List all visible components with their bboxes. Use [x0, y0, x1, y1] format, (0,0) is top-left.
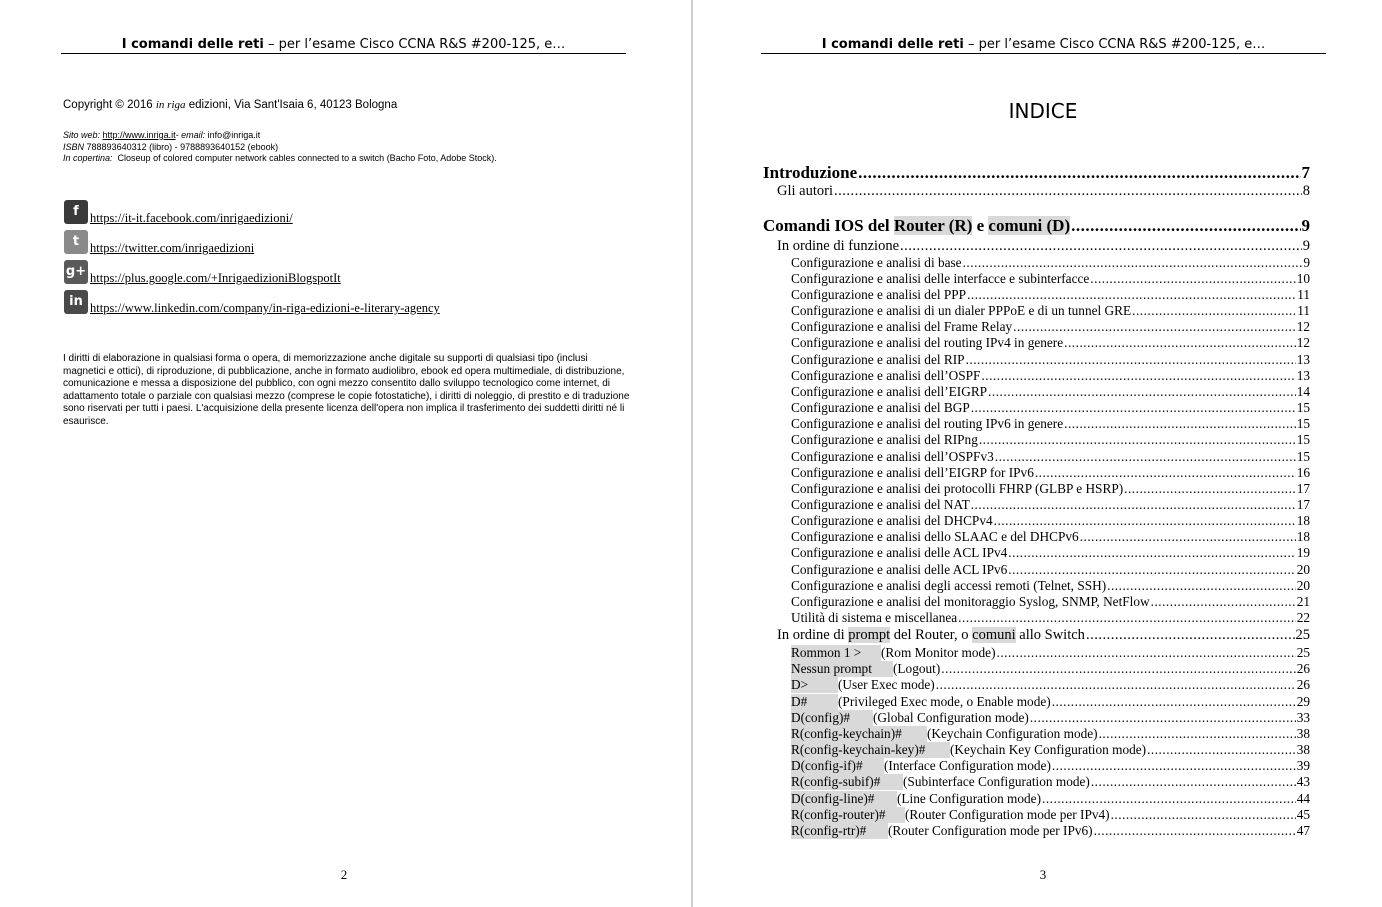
toc-entry[interactable]	[791, 562, 1310, 578]
toc-entry-label	[791, 807, 1110, 823]
toc-entry-label: Utilità di sistema e miscellanea	[791, 610, 958, 625]
toc-entry-label	[791, 758, 1051, 774]
toc-entry-label: Configurazione e analisi dello SLAAC e del DHCPv6	[791, 529, 1079, 544]
toc-entry-label	[791, 823, 1093, 839]
dot-leader	[1008, 548, 1295, 561]
google-plus-icon[interactable]: g+	[64, 260, 88, 284]
dot-leader	[1147, 745, 1296, 758]
dot-leader	[966, 355, 1296, 368]
header-subtitle: – per l’esame Cisco CCNA R&S #200-125, e…	[963, 37, 1266, 52]
toc-entry[interactable]	[791, 645, 1310, 661]
toc-page-number: 7	[1301, 163, 1310, 182]
toc-page-number: 20	[1296, 562, 1310, 577]
toc-page-number: 22	[1296, 610, 1310, 625]
toc-entry[interactable]	[791, 335, 1310, 351]
dot-leader	[858, 166, 1300, 183]
toc-page-number: 19	[1296, 545, 1310, 560]
toc-entry[interactable]	[791, 384, 1310, 400]
prompt-code: R(config-router)#	[791, 807, 905, 823]
dot-leader	[995, 452, 1296, 465]
toc-page-number: 18	[1296, 513, 1310, 528]
cover-credit: Closeup of colored computer network cables connected to a switch (Bacho Foto, Adobe Stock).	[117, 153, 497, 163]
toc-entry-label: Configurazione e analisi del DHCPv4	[791, 513, 993, 528]
dot-leader	[1052, 697, 1296, 710]
dot-leader	[988, 387, 1296, 400]
toc-page-number: 33	[1296, 710, 1310, 725]
prompt-code: R(config-subif)#	[791, 774, 903, 790]
toc-entry[interactable]	[791, 481, 1310, 497]
toc-page-number: 26	[1296, 661, 1310, 676]
toc-page-number: 20	[1296, 578, 1310, 593]
toc-entry[interactable]	[791, 303, 1310, 319]
toc-entry[interactable]	[777, 627, 1310, 644]
mode-name: (Privileged Exec mode, o Enable mode)	[838, 694, 1051, 709]
toc-page-number: 18	[1296, 529, 1310, 544]
dot-leader	[979, 435, 1296, 448]
header-subtitle: – per l’esame Cisco CCNA R&S #200-125, e…	[263, 37, 566, 52]
page-number: 3	[1039, 867, 1047, 882]
toc-entry-label: Configurazione e analisi dell’EIGRP for IPv6	[791, 465, 1034, 480]
dot-leader	[1064, 419, 1296, 432]
toc-entry-label: Configurazione e analisi delle interfacce e subinterfacce	[791, 271, 1090, 286]
dot-leader	[981, 371, 1295, 384]
email-label: - email:	[175, 130, 206, 140]
toc-entry[interactable]	[791, 726, 1310, 742]
toc-page-number: 12	[1296, 335, 1310, 350]
mode-name: (Keychain Key Configuration mode)	[950, 742, 1147, 757]
toc-entry-label	[791, 694, 1051, 710]
site-label: Sito web:	[63, 130, 101, 140]
toc-page-number: 26	[1296, 677, 1310, 692]
dot-leader	[936, 680, 1296, 693]
toc-entry-label: In ordine di prompt del Router, o comuni allo Switch	[777, 627, 1085, 643]
isbn-value: 788893640312 (libro) - 9788893640152 (ebook)	[86, 141, 279, 152]
dot-leader	[1071, 219, 1300, 236]
toc-entry-label: Configurazione e analisi del RIPng	[791, 432, 978, 447]
dot-leader	[1151, 597, 1296, 610]
toc-entry[interactable]	[791, 287, 1310, 303]
social-link-twitter[interactable]	[63, 230, 623, 256]
dot-leader	[971, 403, 1296, 416]
toc-page-number: 25	[1296, 645, 1310, 660]
toc-entry-label: Configurazione e analisi dell’OSPFv3	[791, 449, 994, 464]
dot-leader	[1052, 761, 1296, 774]
facebook-icon[interactable]: f	[64, 200, 88, 224]
toc-entry[interactable]	[791, 255, 1310, 271]
dot-leader	[1107, 581, 1296, 594]
mode-name: (Rom Monitor mode)	[881, 645, 996, 660]
toc-entry-label: Configurazione e analisi del BGP	[791, 400, 970, 415]
dot-leader	[963, 258, 1303, 271]
toc-entry-label: Configurazione e analisi delle ACL IPv4	[791, 545, 1008, 560]
toc-entry-label: Introduzione	[763, 163, 858, 182]
toc-entry-label: Configurazione e analisi dell’EIGRP	[791, 384, 988, 399]
social-url[interactable]: https://twitter.com/inrigaedizioni	[90, 241, 255, 255]
toc-entry-label: Configurazione e analisi di base	[791, 255, 962, 270]
dot-leader	[1090, 274, 1295, 287]
prompt-code: D(config-line)#	[791, 791, 897, 807]
mode-name: (Global Configuration mode)	[873, 710, 1029, 725]
toc-entry[interactable]	[791, 465, 1310, 481]
toc-entry[interactable]	[791, 578, 1310, 594]
prompt-code: D(config-if)#	[791, 758, 884, 774]
toc-page-number: 47	[1296, 823, 1310, 838]
toc-entry-label: Configurazione e analisi di un dialer PPPoE e di un tunnel GRE	[791, 303, 1132, 318]
toc-entry[interactable]	[791, 677, 1310, 693]
toc-entry-label	[791, 774, 1090, 790]
toc-entry[interactable]	[791, 368, 1310, 384]
dot-leader	[941, 664, 1295, 677]
dot-leader	[1080, 532, 1296, 545]
toc-entry-label: Gli autori	[777, 183, 833, 199]
toc-entry[interactable]	[791, 661, 1310, 677]
toc-entry[interactable]	[791, 416, 1310, 432]
toc-entry-label: Configurazione e analisi del routing IPv6 in genere	[791, 416, 1064, 431]
toc-entry-label	[791, 661, 940, 677]
twitter-icon[interactable]: t	[64, 230, 88, 254]
toc-entry[interactable]	[791, 694, 1310, 710]
toc-entry[interactable]	[763, 216, 1310, 236]
dot-leader	[971, 500, 1296, 513]
toc-entry[interactable]	[791, 271, 1310, 287]
dot-leader	[900, 241, 1302, 256]
toc-page-number: 15	[1296, 416, 1310, 431]
prompt-code: D#	[791, 694, 838, 710]
right-page	[693, 0, 1382, 907]
mode-name: (Line Configuration mode)	[897, 791, 1042, 806]
page-number: 2	[340, 867, 348, 882]
toc-entry[interactable]	[791, 710, 1310, 726]
dot-leader	[1099, 729, 1296, 742]
toc-page-number: 12	[1296, 319, 1310, 334]
toc-entry[interactable]	[791, 791, 1310, 807]
toc-entry-label: Configurazione e analisi degli accessi remoti (Telnet, SSH)	[791, 578, 1107, 593]
dot-leader	[1013, 322, 1296, 335]
publisher-brand: in riga	[155, 99, 186, 111]
toc-entry[interactable]	[791, 594, 1310, 610]
prompt-code: R(config-keychain)#	[791, 726, 927, 742]
prompt-code: R(config-rtr)#	[791, 823, 888, 839]
toc-page-number: 15	[1296, 449, 1310, 464]
toc-page-number: 16	[1296, 465, 1310, 480]
rights-notice: I diritti di elaborazione in qualsiasi forma o opera, di memorizzazione anche digitale su supporti di qualsiasi tipo (inclusi magnetici e ottici), di riproduzione, di pubblicazione, anche in formato audiolibro, ebook ed opera multimediale, di distribuzione, comunicazione e messa a disposizione del pubblico, con ogni mezzo consentito dallo sviluppo tecnologico come internet, di adattamento totale o parziale con qualsiasi mezzo (comprese le copie fotostatiche), i diritti di noleggio, di prestito e di traduzione sono riservati per tutti i paesi. L'acquisizione della presente licenza dell'opera non implica il trasferimento dei suddetti diritti né li esaurisce.	[63, 353, 630, 427]
toc-entry[interactable]	[791, 513, 1310, 529]
dot-leader	[1042, 794, 1296, 807]
dot-leader	[967, 290, 1296, 303]
mode-name: (Keychain Configuration mode)	[927, 726, 1098, 741]
toc-page-number: 11	[1297, 287, 1310, 302]
copyright-address: edizioni, Via Sant'Isaia 6, 40123 Bologna	[185, 99, 398, 111]
toc-page-number: 11	[1297, 303, 1310, 318]
copyright-line	[63, 97, 623, 113]
dot-leader	[1111, 810, 1296, 823]
toc-title: INDICE	[1008, 99, 1078, 123]
toc-page-number: 25	[1295, 627, 1310, 643]
mode-name: (Router Configuration mode per IPv6)	[888, 823, 1093, 838]
toc-entry-label: Configurazione e analisi del NAT	[791, 497, 970, 512]
toc-entry[interactable]	[791, 610, 1310, 626]
header-book-title: I comandi delle reti	[121, 37, 264, 52]
toc-entry-label	[791, 791, 1041, 807]
toc-page-number: 45	[1296, 807, 1310, 822]
dot-leader	[994, 516, 1296, 529]
toc-entry[interactable]	[777, 183, 1310, 200]
toc-entry[interactable]	[791, 807, 1310, 823]
toc-page-number: 21	[1296, 594, 1310, 609]
toc-entry[interactable]	[791, 758, 1310, 774]
toc-entry[interactable]	[791, 823, 1310, 839]
social-url[interactable]: https://www.linkedin.com/company/in-riga-edizioni-e-literary-agency	[90, 301, 440, 315]
toc-entry-label: Configurazione e analisi delle ACL IPv6	[791, 562, 1008, 577]
social-url[interactable]: https://it-it.facebook.com/inrigaedizioni/	[90, 211, 293, 225]
toc-page-number: 17	[1296, 481, 1310, 496]
toc-entry-label: Configurazione e analisi dei protocolli FHRP (GLBP e HSRP)	[791, 481, 1124, 496]
toc-entry-label	[791, 677, 935, 693]
toc-entry[interactable]	[791, 352, 1310, 368]
mode-name: (Subinterface Configuration mode)	[903, 774, 1090, 789]
toc-page-number: 29	[1296, 694, 1310, 709]
toc-page-number: 17	[1296, 497, 1310, 512]
toc-entry-label	[791, 742, 1146, 758]
toc-entry-label: Configurazione e analisi del monitoraggio Syslog, SNMP, NetFlow	[791, 594, 1150, 609]
book-metadata	[63, 130, 623, 165]
social-link-linkedin[interactable]	[63, 290, 623, 316]
toc-entry-label: Comandi IOS del Router (R) e comuni (D)	[763, 216, 1071, 235]
toc-page-number: 43	[1296, 774, 1310, 789]
dot-leader	[958, 613, 1296, 626]
prompt-code: D(config)#	[791, 710, 873, 726]
toc-page-number: 38	[1296, 726, 1310, 741]
toc-page-number: 8	[1302, 183, 1310, 199]
dot-leader	[1008, 565, 1295, 578]
cover-label: In copertina:	[63, 153, 113, 163]
toc-page-number: 44	[1296, 791, 1310, 806]
dot-leader	[1035, 468, 1296, 481]
toc-entry[interactable]	[791, 400, 1310, 416]
isbn-label: ISBN	[63, 141, 85, 152]
social-link-google-plus[interactable]	[63, 260, 623, 286]
toc-entry[interactable]	[791, 432, 1310, 448]
mode-name: (Interface Configuration mode)	[884, 758, 1051, 773]
toc-entry-label: Configurazione e analisi del RIP	[791, 352, 965, 367]
toc-entry-label: Configurazione e analisi del PPP	[791, 287, 967, 302]
toc-entry-label	[791, 645, 996, 661]
copyright-prefix: Copyright © 2016	[63, 99, 156, 111]
prompt-code: D>	[791, 677, 838, 693]
toc-entry-label: In ordine di funzione	[777, 238, 900, 254]
toc-page-number: 10	[1296, 271, 1310, 286]
dot-leader	[834, 186, 1302, 201]
toc-page-number: 9	[1302, 238, 1310, 254]
dot-leader	[997, 648, 1296, 661]
dot-leader	[1124, 484, 1296, 497]
prompt-code: R(config-keychain-key)#	[791, 742, 950, 758]
mode-name: (User Exec mode)	[838, 677, 935, 692]
dot-leader	[1094, 826, 1296, 839]
toc-entry[interactable]	[791, 774, 1310, 790]
mode-name: (Logout)	[893, 661, 941, 676]
dot-leader	[1086, 630, 1295, 645]
toc-entry[interactable]	[791, 497, 1310, 513]
social-link-facebook[interactable]	[63, 200, 623, 226]
toc-entry-label: Configurazione e analisi del Frame Relay	[791, 319, 1013, 334]
linkedin-icon[interactable]: in	[64, 290, 88, 314]
toc-entry[interactable]	[791, 529, 1310, 545]
site-link[interactable]: http://www.inriga.it	[102, 130, 176, 140]
toc-entry-label	[791, 726, 1098, 742]
toc-entry-label	[791, 710, 1029, 726]
toc-entry[interactable]	[791, 319, 1310, 335]
toc-entry-label: Configurazione e analisi del routing IPv4 in genere	[791, 335, 1064, 350]
toc-page-number: 38	[1296, 742, 1310, 757]
toc-page-number: 9	[1301, 216, 1310, 235]
header-book-title: I comandi delle reti	[821, 37, 964, 52]
toc-page-number: 9	[1303, 255, 1310, 270]
prompt-code: Nessun prompt	[791, 661, 893, 677]
toc-page-number: 15	[1296, 432, 1310, 447]
running-header	[61, 36, 626, 54]
toc-entry[interactable]	[791, 742, 1310, 758]
toc-entry[interactable]	[777, 238, 1310, 255]
dot-leader	[1064, 338, 1296, 351]
toc-page-number: 39	[1296, 758, 1310, 773]
toc-entry[interactable]	[791, 545, 1310, 561]
mode-name: (Router Configuration mode per IPv4)	[905, 807, 1110, 822]
toc-entry[interactable]	[791, 449, 1310, 465]
running-header	[761, 36, 1326, 54]
toc-entry-label: Configurazione e analisi dell’OSPF	[791, 368, 981, 383]
toc-entry[interactable]	[763, 163, 1310, 183]
toc-page-number: 13	[1296, 368, 1310, 383]
toc-page-number: 15	[1296, 400, 1310, 415]
dot-leader	[1030, 713, 1296, 726]
dot-leader	[1091, 777, 1296, 790]
prompt-code: Rommon 1 >	[791, 645, 881, 661]
social-url[interactable]: https://plus.google.com/+InrigaedizioniBlogspotIt	[90, 271, 341, 285]
email-value: info@inriga.it	[207, 130, 261, 140]
dot-leader	[1132, 306, 1296, 319]
toc-page-number: 13	[1296, 352, 1310, 367]
toc-page-number: 14	[1296, 384, 1310, 399]
